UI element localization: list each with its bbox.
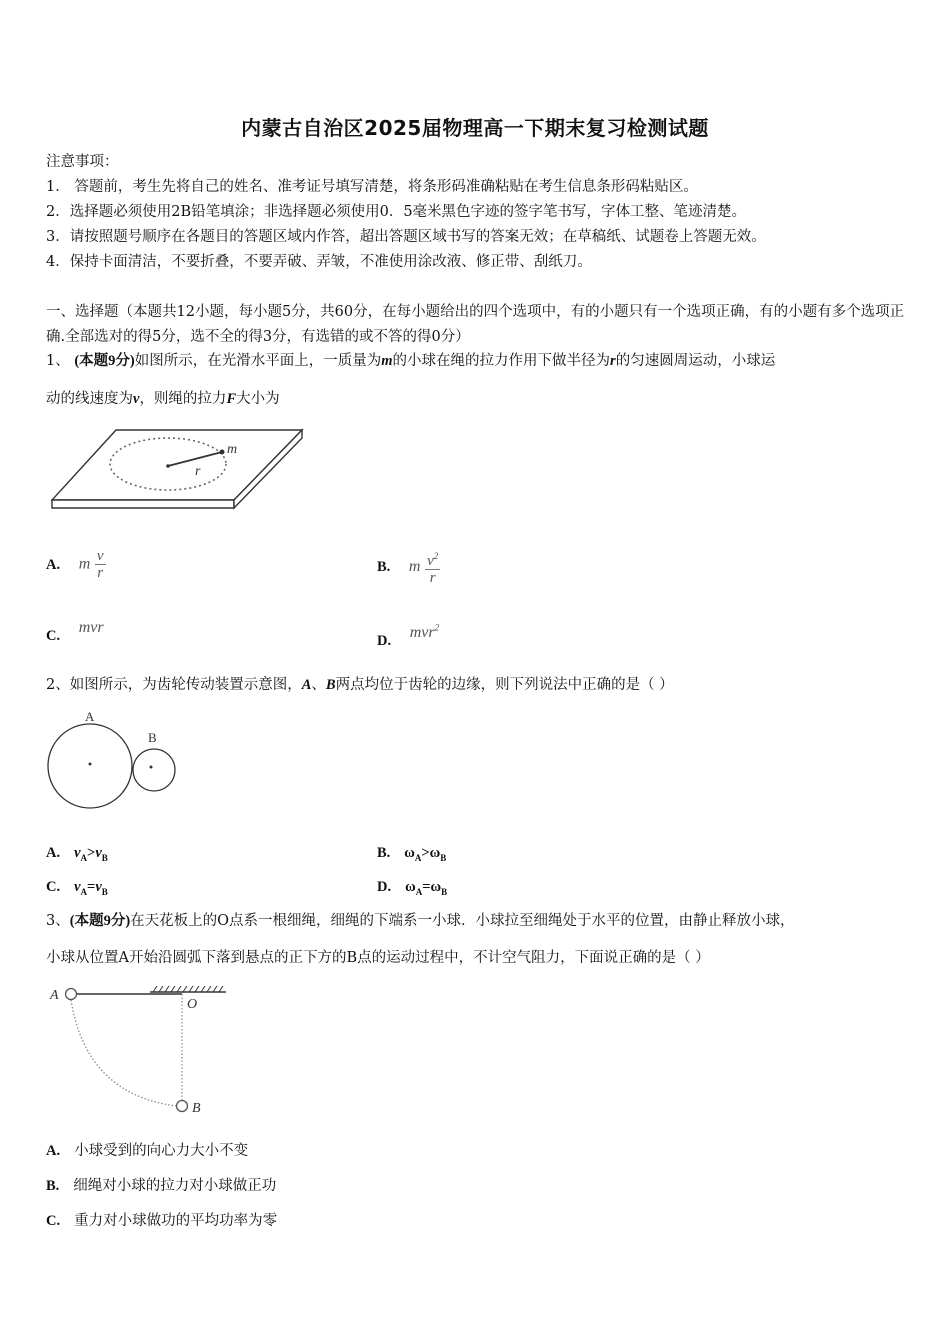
frac-num-text: v [427,553,434,569]
q3-option-a[interactable] [46,1141,248,1161]
q1-option-d[interactable] [377,623,440,651]
option-label: C. [46,879,61,895]
q1-option-a[interactable] [46,548,106,581]
q3-figure-pendulum [46,982,226,1122]
ball [220,450,225,455]
center-point [166,464,170,468]
q2-point-b: B [325,677,336,693]
q1-var-m: m [381,353,393,369]
option-label: B. [46,1178,60,1194]
operator: > [87,845,96,861]
q1-var-v: v [133,391,140,407]
q1-var-r: r [610,353,616,369]
notice-item: 2．选择题必须使用2B铅笔填涂；非选择题必须使用0．5毫米黑色字迹的签字笔书写，字体工整、笔迹清楚。 [46,204,747,220]
option-label: A. [46,1143,61,1159]
gear-b-center [150,766,153,769]
q3-score: (本题9分) [69,913,131,929]
var: v [74,879,81,895]
subscript: B [441,886,448,897]
q2-point-a: A [301,677,312,693]
q2-text-part: 两点均位于齿轮的边缘，则下列说法中正确的是（ ） [335,677,674,693]
q1-text: 如图所示，在光滑水平面上，一质量为 [134,353,382,369]
page-title: 内蒙古自治区2025届物理高一下期末复习检测试题 [241,116,709,140]
q1-score: (本题9分) [74,353,135,369]
option-expr: m [78,555,91,573]
frac-den: r [429,570,436,586]
q3-number: 3、 [46,913,70,929]
q2-text-part: 如图所示，为齿轮传动装置示意图， [69,677,302,693]
label-m: m [227,442,238,457]
label-b: B [148,730,157,745]
option-label: C. [46,628,61,644]
subscript: A [80,886,88,897]
section-intro: 一、选择题（本题共12小题，每小题5分，共60分，在每小题给出的四个选项中，有的小题只有一个选项正确，有的小题有多个选项正确.全部选对的得5分，选不全的得3分，有选错的或不答的得0分） [46,304,905,345]
var: v [74,845,81,861]
option-label: B. [377,559,391,575]
q1-text: ，则绳的拉力 [139,391,227,407]
q2-sep: 、 [311,677,326,693]
q1-text: 大小为 [236,391,280,407]
q1-var-F: F [226,391,237,407]
option-label: A. [46,556,61,573]
subscript: A [415,886,423,897]
superscript: 2 [433,551,439,561]
option-fraction [95,548,106,581]
q2-option-b[interactable] [377,843,446,868]
option-expr: mvr [78,619,104,636]
notice-item: 1． 答题前，考生先将自己的姓名、准考证号填写清楚，将条形码准确粘贴在考生信息条形码粘贴区。 [46,179,698,195]
q1-text-line2 [46,389,280,409]
subscript: B [101,886,108,897]
var: ω [404,845,415,861]
gear-a [48,724,132,808]
q1-number: 1、 [46,353,70,369]
gear-a-center [89,763,92,766]
arc-path [71,1000,176,1106]
option-expr: m [408,558,421,575]
plane-front [52,500,234,508]
notice-item: 4．保持卡面清洁，不要折叠，不要弄破、弄皱，不准使用涂改液、修正带、刮纸刀。 [46,254,592,270]
q3-text-line1 [46,911,795,931]
q1-option-c[interactable] [46,619,104,646]
ball-b [177,1101,188,1112]
subscript: B [440,852,447,863]
q3-text-line2: 小球从位置A开始沿圆弧下落到悬点的正下方的B点的运动过程中，不计空气阻力，下面说正确的是（ ） [46,950,710,966]
option-label: A. [46,845,61,861]
label-r: r [195,464,201,479]
operator: = [422,879,431,895]
var: v [95,845,102,861]
notice-heading: 注意事项： [46,154,119,170]
q2-figure-gears [44,706,184,816]
superscript: 2 [434,623,440,633]
frac-den: r [97,565,104,581]
q2-text [46,675,674,695]
q1-text: 的匀速圆周运动，小球运 [615,353,776,369]
option-text: 重力对小球做功的平均功率为零 [74,1213,278,1229]
q1-text: 的小球在绳的拉力作用下做半径为 [392,353,611,369]
option-label: B. [377,845,391,861]
label-o: O [187,997,198,1012]
plane-top [52,430,302,500]
q2-option-d[interactable] [377,877,447,902]
option-text: 小球受到的向心力大小不变 [74,1143,249,1159]
var: ω [429,845,441,861]
ball-a [66,989,77,1000]
option-label: D. [377,633,392,650]
label-a: A [85,709,95,724]
subscript: A [80,852,88,863]
q1-text: 动的线速度为 [46,391,133,407]
q3-option-c[interactable] [46,1211,277,1231]
q2-option-c[interactable] [46,877,108,902]
operator: > [421,845,430,861]
operator: = [87,879,96,895]
subscript: A [414,852,422,863]
option-fraction [425,548,440,586]
var: ω [430,879,442,895]
q1-text-line1 [46,351,775,371]
q2-number: 2、 [46,677,70,693]
q2-option-a[interactable] [46,843,108,868]
q3-text-part: 在天花板上的O点系一根细绳，细绳的下端系一小球．小球拉至细绳处于水平的位置，由静止释放小球， [130,913,795,929]
label-a: A [50,988,59,1003]
frac-num: v [96,548,104,564]
option-label: D. [377,879,392,895]
q1-figure-plane [50,428,306,510]
ceiling-hatch [153,986,223,992]
option-label: C. [46,1213,61,1229]
frac-num [425,548,440,570]
q3-option-b[interactable] [46,1176,276,1196]
label-b: B [192,1101,201,1116]
option-expr-text: mvr [409,624,435,642]
notice-item: 3．请按照题号顺序在各题目的答题区域内作答，超出答题区域书写的答案无效；在草稿纸、试题卷上答题无效。 [46,229,766,245]
var: ω [405,879,416,895]
q1-option-b[interactable] [377,548,440,586]
option-expr [410,624,439,641]
subscript: B [101,852,108,863]
var: v [95,879,102,895]
option-text: 细绳对小球的拉力对小球做正功 [73,1178,277,1194]
gear-b [133,749,175,791]
